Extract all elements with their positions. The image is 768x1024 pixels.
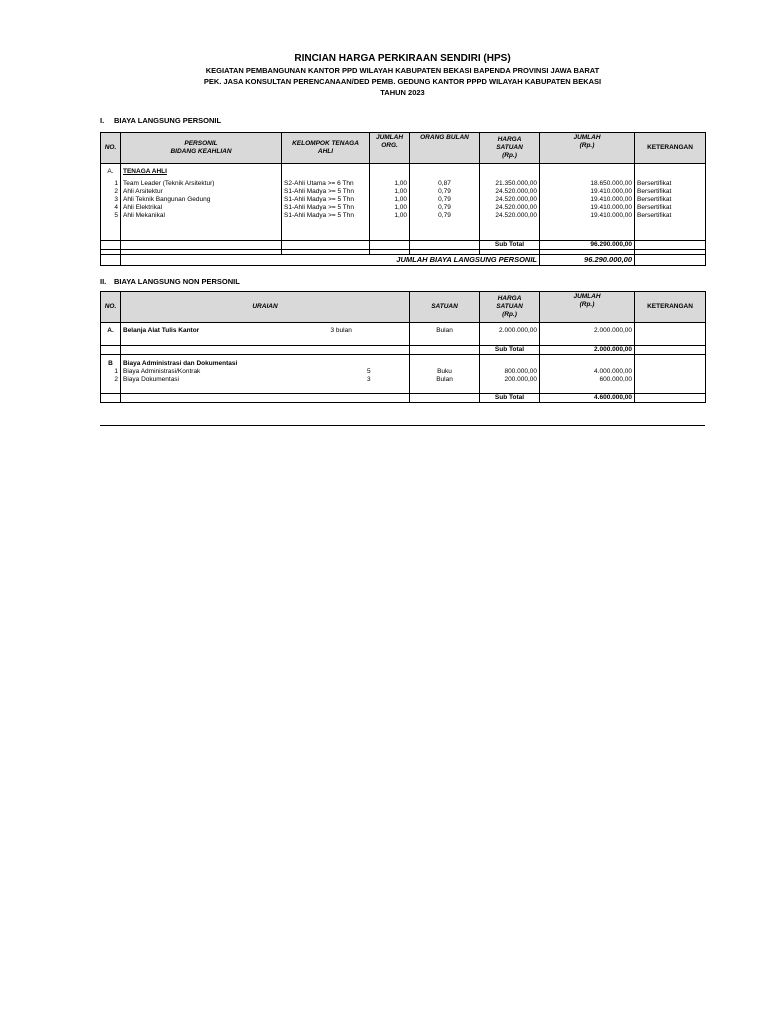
document-title: RINCIAN HARGA PERKIRAAN SENDIRI (HPS): [294, 53, 511, 64]
header-satuan: SATUAN: [410, 292, 480, 323]
header-harga-satuan: HARGA SATUAN (Rp.): [480, 133, 540, 164]
table-row: 1 Team Leader (Teknik Arsitektur) S2-Ahli Utama >= 6 Thn 1,00 0,87 21.350.000,00 18.650.000,00 Bersertifikat: [101, 180, 706, 188]
group-code: A.: [101, 168, 121, 176]
header-no: NO.: [101, 292, 121, 323]
subtotal-b-label: Sub Total: [480, 393, 540, 402]
subtotal-b-value: 4.600.000,00: [540, 393, 635, 402]
section-2-label: BIAYA LANGSUNG NON PERSONIL: [114, 277, 240, 286]
subtotal-row: [101, 240, 706, 249]
group-a-harga: 2.000.000,00: [480, 327, 540, 335]
divider: [100, 425, 705, 426]
header-jumlah-org: JUMLAH ORG.: [370, 133, 410, 164]
group-a-qty: 3 bulan: [329, 327, 410, 335]
header-personil: PERSONIL BIDANG KEAHLIAN: [121, 133, 282, 164]
group-b-row: [101, 360, 706, 368]
header-no: NO.: [101, 133, 121, 164]
subtotal-a-value: 2.000.000,00: [540, 345, 635, 354]
section-2-number: II.: [100, 277, 107, 286]
subtotal-value: 96.290.000,00: [540, 240, 635, 249]
header-jumlah: JUMLAH (Rp.): [540, 133, 635, 164]
header-harga-satuan: HARGA SATUAN (Rp.): [480, 292, 540, 323]
group-a-name: Belanja Alat Tulis Kantor: [121, 327, 329, 335]
project-line: PEK. JASA KONSULTAN PERENCANAAN/DED PEMB. GEDUNG KANTOR PPPD WILAYAH KABUPATEN BEKASI: [203, 77, 602, 86]
section-1-title: [100, 116, 221, 125]
section-2-title: [100, 277, 240, 286]
table-row: 3 Ahli Teknik Bangunan Gedung S1-Ahli Madya >= 5 Thn 1,00 0,79 24.520.000,00 19.410.000,00 Bersertifikat: [101, 196, 706, 204]
subtotal-label: Sub Total: [480, 240, 540, 249]
group-a-jumlah: 2.000.000,00: [540, 327, 635, 335]
group-name: TENAGA AHLI: [121, 168, 282, 176]
section-1-label: BIAYA LANGSUNG PERSONIL: [114, 116, 222, 125]
header-keterangan: KETERANGAN: [635, 133, 706, 164]
table-row: 5 Ahli Mekanikal S1-Ahli Madya >= 5 Thn 1,00 0,79 24.520.000,00 19.410.000,00 Bersertifikat: [101, 212, 706, 220]
table-row: 2 Ahli Arsitektur S1-Ahli Madya >= 5 Thn 1,00 0,79 24.520.000,00 19.410.000,00 Bersertifikat: [101, 188, 706, 196]
table-row: 4 Ahli Elektrikal S1-Ahli Madya >= 5 Thn 1,00 0,79 24.520.000,00 19.410.000,00 Bersertifikat: [101, 204, 706, 212]
table-row: 2 Biaya Dokumentasi 3 Bulan 200.000,00 600.000,00: [101, 376, 706, 384]
year-line: TAHUN 2023: [380, 88, 425, 97]
total-row: [101, 254, 706, 265]
group-a-satuan: Bulan: [410, 327, 480, 335]
personnel-cost-table: [100, 132, 706, 266]
header-jumlah: JUMLAH (Rp.): [540, 292, 635, 323]
group-a-code: A.: [101, 327, 121, 335]
section-1-number: I.: [100, 116, 105, 125]
document-header: [100, 53, 705, 98]
header-kelompok: KELOMPOK TENAGA AHLI: [282, 133, 370, 164]
header-keterangan: KETERANGAN: [635, 292, 706, 323]
total-label: JUMLAH BIAYA LANGSUNG PERSONIL: [121, 254, 540, 265]
total-value: 96.290.000,00: [540, 254, 635, 265]
group-b-code: B: [101, 360, 121, 368]
subtotal-a-label: Sub Total: [480, 345, 540, 354]
non-personnel-cost-table: [100, 291, 706, 403]
subtotal-row: [101, 345, 706, 354]
header-uraian: URAIAN: [121, 292, 410, 323]
table-header-row: [101, 292, 706, 323]
group-b-name: Biaya Administrasi dan Dokumentasi: [121, 360, 410, 368]
table-row: 1 Biaya Administrasi/Kontrak 5 Buku 800.000,00 4.000.000,00: [101, 368, 706, 376]
activity-line: KEGIATAN PEMBANGUNAN KANTOR PPD WILAYAH KABUPATEN BEKASI BAPENDA PROVINSI JAWA BARAT: [205, 66, 600, 75]
table-header-row: [101, 133, 706, 164]
subtotal-row: [101, 393, 706, 402]
group-row: [101, 168, 706, 176]
header-orang-bulan: ORANG BULAN: [410, 133, 480, 164]
group-a-row: [101, 327, 706, 335]
